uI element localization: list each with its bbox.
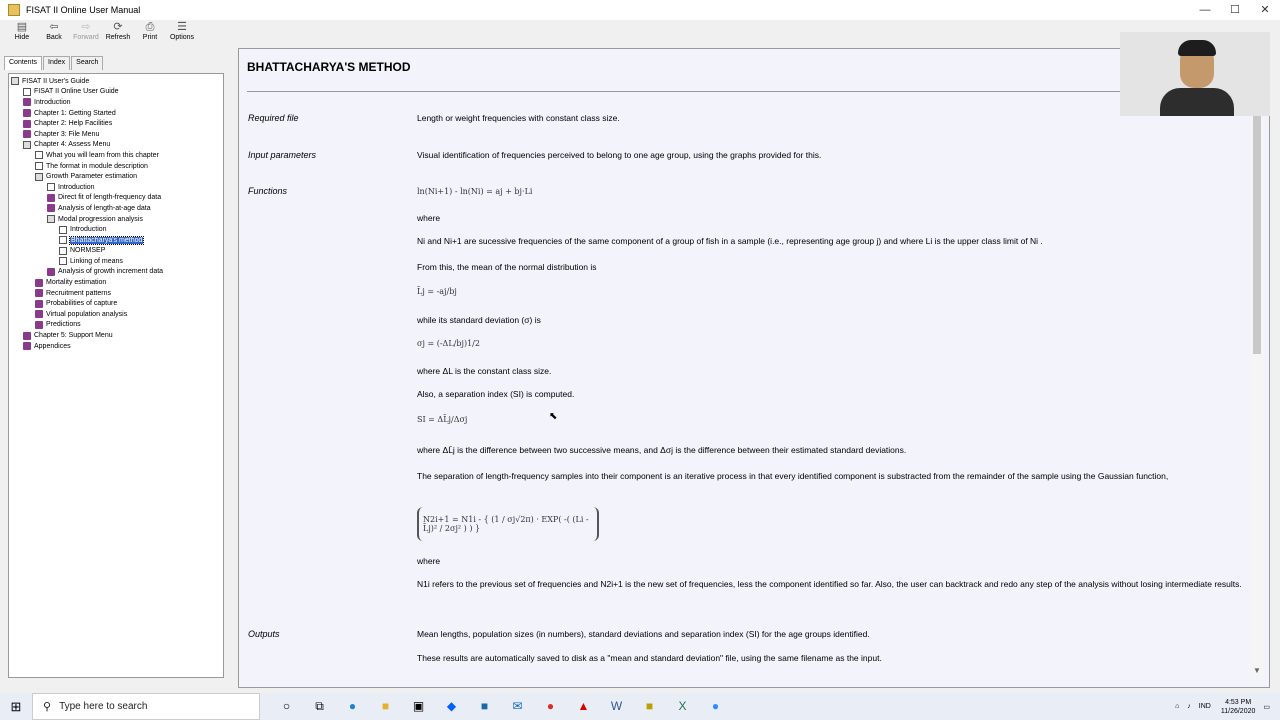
tree-item-label: Modal progression analysis — [58, 215, 143, 223]
content-scrollbar[interactable] — [1250, 48, 1264, 680]
page-icon — [23, 88, 31, 96]
book-icon — [23, 332, 31, 340]
network-icon[interactable]: ⌂ — [1175, 703, 1180, 710]
tree-item[interactable] — [9, 246, 223, 257]
book-icon — [35, 289, 43, 297]
book-icon — [47, 268, 55, 276]
tree-item-label: Analysis of growth increment data — [58, 268, 164, 276]
tree-item[interactable] — [9, 267, 223, 278]
book-icon — [23, 130, 31, 138]
required-file-text: Length or weight frequencies with constant class size. — [417, 113, 620, 123]
tree-item-label: Chapter 2: Help Facilities — [34, 120, 113, 128]
book-icon — [23, 120, 31, 128]
tree-item-label: Recruitment patterns — [46, 289, 111, 297]
book-icon — [35, 279, 43, 287]
tree-item[interactable] — [9, 193, 223, 204]
tab-search[interactable]: Search — [71, 56, 103, 70]
tree-item-label: Linking of means — [70, 257, 123, 265]
refresh-button[interactable]: ⟳ Refresh — [105, 21, 131, 41]
mean-paragraph: From this, the mean of the normal distribution is — [417, 262, 597, 272]
openbook-icon — [47, 215, 55, 223]
winamp-icon[interactable]: ■ — [645, 699, 654, 713]
input-parameters-text: Visual identification of frequencies perceived to belong to one age group, using the graphs provided for this. — [417, 150, 822, 160]
navigation-pane — [4, 56, 228, 686]
help-app-icon — [8, 4, 20, 16]
forward-button[interactable]: ⇨ Forward — [73, 21, 99, 41]
language-indicator[interactable]: IND — [1198, 703, 1211, 710]
chrome-icon[interactable]: ● — [546, 699, 555, 713]
minimize-button[interactable]: — — [1199, 4, 1211, 16]
openbook-icon — [23, 141, 31, 149]
tree-item[interactable] — [9, 309, 223, 320]
book-icon — [35, 300, 43, 308]
book-icon — [47, 204, 55, 212]
tree-item[interactable] — [9, 97, 223, 108]
tree-item-label: FISAT II User's Guide — [22, 77, 90, 85]
tree-item-label: Growth Parameter estimation — [46, 173, 138, 181]
tree-item-label: Analysis of length-at-age data — [58, 204, 151, 212]
tree-item-label: Direct fit of length-frequency data — [58, 194, 162, 202]
search-icon: ⚲ — [43, 701, 52, 713]
close-button[interactable]: ✕ — [1260, 4, 1270, 16]
window-title: FISAT II Online User Manual — [26, 5, 141, 15]
excel-icon[interactable]: X — [678, 699, 687, 713]
tree-item[interactable] — [9, 171, 223, 182]
tree-item[interactable] — [9, 277, 223, 288]
book-icon — [23, 109, 31, 117]
formula-gaussian: N2i+1 = N1i - { (1 / σj√2π) · EXP( -( (Li - L̄j)² / 2σj² ) ) } — [417, 507, 599, 541]
tree-item[interactable] — [9, 129, 223, 140]
outputs-text: Mean lengths, population sizes (in numbers), standard deviations and separation index (SI) for the age groups identified. — [417, 629, 870, 639]
acrobat-icon[interactable]: ▲ — [577, 699, 590, 713]
print-button[interactable]: ⎙ Print — [142, 21, 158, 41]
tree-item[interactable] — [9, 320, 223, 331]
notifications-icon[interactable]: ▭ — [1263, 703, 1270, 711]
tree-item-label: Chapter 5: Support Menu — [34, 332, 113, 340]
tree-item-label: Bhattacharya's method — [71, 236, 143, 244]
tree-item[interactable] — [9, 341, 223, 352]
book-icon — [23, 98, 31, 106]
nav-tabs — [4, 56, 228, 70]
required-file-label: Required file — [248, 113, 299, 123]
toolbar — [0, 20, 1280, 47]
file-explorer-icon[interactable]: ■ — [381, 699, 390, 713]
pane-splitter[interactable] — [230, 48, 236, 688]
refresh-icon: ⟳ — [113, 21, 123, 33]
tree-item-label: Mortality estimation — [46, 279, 107, 287]
taskbar — [0, 693, 1280, 720]
tree-item-label: Introduction — [70, 226, 107, 234]
tree-item[interactable] — [9, 214, 223, 225]
tree-item-label: Chapter 1: Getting Started — [34, 109, 116, 117]
outputs-saved-text: These results are automatically saved to disk as a "mean and standard deviation" file, using the same filename as the input. — [417, 653, 882, 663]
hide-button[interactable]: ▤ Hide — [14, 21, 30, 41]
page-icon — [47, 183, 55, 191]
std-dev-paragraph: while its standard deviation (σ) is — [417, 315, 541, 325]
forward-arrow-icon: ⇨ — [81, 21, 91, 33]
page-icon — [35, 151, 43, 159]
tree-item-label: NORMSEP — [70, 247, 106, 255]
divider — [247, 91, 1257, 92]
tree-item-label: Appendices — [34, 342, 71, 350]
options-icon: ☰ — [177, 21, 187, 33]
taskbar-search-input[interactable]: ⚲ Type here to search — [32, 693, 260, 720]
zoom-icon[interactable]: ● — [711, 699, 720, 713]
tree-item[interactable] — [9, 140, 223, 151]
printer-icon: ⎙ — [145, 21, 155, 33]
tree-item-label: Virtual population analysis — [46, 310, 128, 318]
options-button[interactable]: ☰ Options — [169, 21, 195, 41]
tree-item[interactable] — [9, 298, 223, 309]
formula-log-ratio: ln(Ni+1) - ln(Ni) = aj + bj·Li — [417, 187, 533, 196]
formula-mean: L̄j = -aj/bj — [417, 287, 457, 296]
tree-item-label: Probabilities of capture — [46, 300, 118, 308]
tree-item[interactable] — [9, 256, 223, 267]
contents-tree — [8, 73, 224, 678]
page-icon — [59, 247, 67, 255]
book-icon — [35, 310, 43, 318]
book-icon — [35, 321, 43, 329]
separation-process-paragraph: The separation of length-frequency samples into their component is an iterative process in that every identified component is substracted from the remainder of the sample using the Gaussian function, — [417, 471, 1169, 481]
webcam-overlay — [1120, 32, 1270, 116]
tree-item-label: FISAT II Online User Guide — [34, 88, 119, 96]
separation-index-paragraph: Also, a separation index (SI) is computed. — [417, 389, 575, 399]
mouse-cursor-icon: ⬉ — [549, 411, 558, 422]
back-button[interactable]: ⇦ Back — [46, 21, 62, 41]
tree-item[interactable] — [9, 150, 223, 161]
tree-item[interactable] — [9, 108, 223, 119]
tree-item[interactable] — [9, 76, 223, 87]
hide-icon: ▤ — [16, 21, 28, 33]
tree-item[interactable] — [9, 118, 223, 129]
back-arrow-icon: ⇦ — [49, 21, 59, 33]
page-icon — [59, 226, 67, 234]
cortana-icon[interactable]: ○ — [282, 699, 291, 713]
scroll-down-icon[interactable]: ▼ — [1253, 666, 1261, 675]
system-tray — [1167, 693, 1270, 720]
class-size-paragraph: where ΔL is the constant class size. — [417, 366, 552, 376]
tree-item[interactable] — [9, 288, 223, 299]
outputs-label: Outputs — [248, 629, 280, 639]
functions-label: Functions — [248, 186, 288, 196]
maximize-button[interactable]: ☐ — [1230, 4, 1240, 16]
presenter-body — [1160, 88, 1234, 116]
backtrack-paragraph: N1i refers to the previous set of frequencies and N2i+1 is the new set of frequencies, less the component identified so far. Also, the user can backtrack and redo any step of the analysis without losing intermediate results. — [417, 579, 1242, 589]
openbook-icon — [35, 173, 43, 181]
title-bar — [0, 0, 1280, 20]
word-icon[interactable]: W — [610, 699, 623, 713]
dropbox-icon[interactable]: ◆ — [446, 699, 457, 713]
tree-item-label: What you will learn from this chapter — [46, 151, 159, 159]
tree-item-label: The format in module description — [46, 162, 148, 170]
tab-index[interactable]: Index — [43, 56, 70, 70]
tree-item[interactable] — [9, 235, 223, 246]
book-icon — [47, 194, 55, 202]
book-icon — [23, 342, 31, 350]
tree-item[interactable] — [9, 161, 223, 172]
where-text: where — [417, 213, 441, 223]
tree-item-label: Introduction — [58, 183, 95, 191]
where-text-2: where — [417, 556, 441, 566]
openbook-icon — [11, 77, 19, 85]
difference-paragraph: where ΔL̄j is the difference between two successive means, and Δσj is the difference between their estimated standard deviations. — [417, 445, 907, 455]
input-parameters-label: Input parameters — [248, 150, 317, 160]
tab-contents[interactable]: Contents — [4, 56, 42, 70]
formula-separation-index: SI = ΔL̄j/Δσj — [417, 415, 468, 424]
page-icon — [35, 162, 43, 170]
page-icon — [59, 257, 67, 265]
tree-item[interactable] — [9, 203, 223, 214]
frequencies-paragraph: Ni and Ni+1 are sucessive frequencies of the same component of a group of fish in a sample (i.e., representing age group j) and where Li is the upper class limit of Ni . — [417, 236, 1043, 246]
topic-content — [238, 48, 1270, 688]
task-view-icon[interactable]: ⧉ — [315, 699, 324, 713]
tree-item-label: Introduction — [34, 98, 71, 106]
store-icon[interactable]: ▣ — [412, 699, 425, 713]
formula-std-dev: σj = (-ΔL/bj)1/2 — [417, 339, 480, 348]
tree-item[interactable] — [9, 330, 223, 341]
page-title: BHATTACHARYA'S METHOD — [247, 60, 411, 74]
app-icon[interactable]: ■ — [480, 699, 489, 713]
mail-icon[interactable]: ✉ — [512, 699, 523, 713]
tree-item[interactable] — [9, 182, 223, 193]
edge-icon[interactable]: ● — [348, 699, 357, 713]
volume-icon[interactable]: ♪ — [1187, 703, 1191, 710]
tree-item[interactable] — [9, 224, 223, 235]
tree-item-label: Chapter 3: File Menu — [34, 130, 100, 138]
clock[interactable]: 4:53 PM 11/26/2020 — [1220, 698, 1256, 715]
windows-start-icon[interactable]: ⊞ — [10, 698, 22, 714]
presenter-hair — [1178, 40, 1216, 56]
tree-item[interactable] — [9, 87, 223, 98]
tree-item-label: Chapter 4: Assess Menu — [34, 141, 111, 149]
page-icon — [59, 236, 67, 244]
tree-item-label: Predictions — [46, 321, 81, 329]
